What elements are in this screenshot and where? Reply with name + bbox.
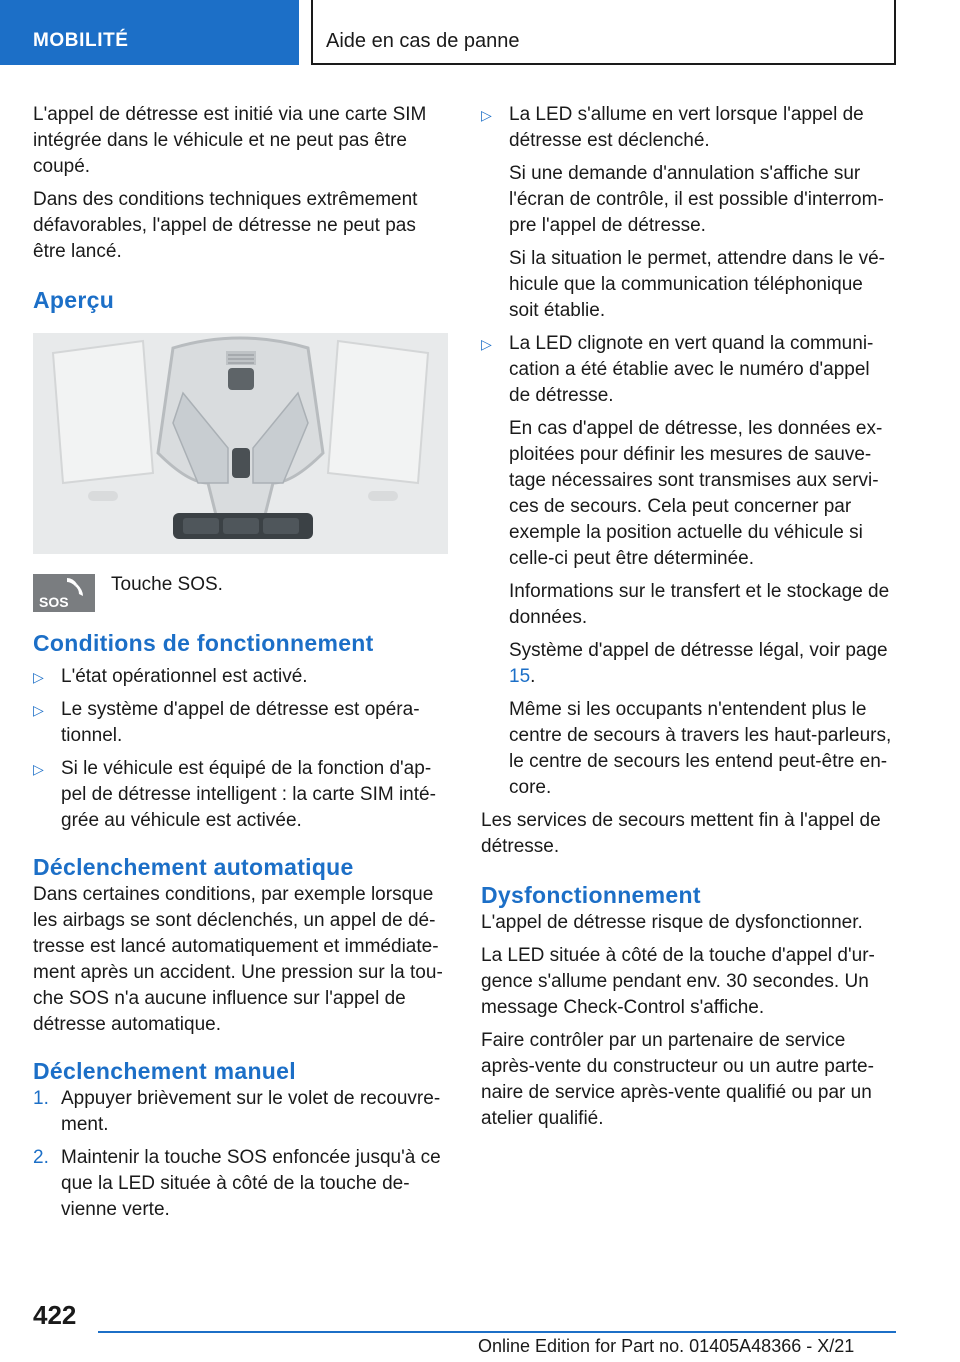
heading-dysfonctionnement: Dysfonctionnement xyxy=(481,882,701,908)
heading-conditions: Conditions de fonctionnement xyxy=(33,630,374,656)
section-label: MOBILITÉ xyxy=(33,30,129,51)
heading-auto: Déclenchement automatique xyxy=(33,854,354,880)
bullet-triangle-icon: ▷ xyxy=(33,669,44,685)
sub-paragraph: Même si les occupants n'entendent plus le centre de secours à travers les haut-parleurs, le centre de secours les entend peut-être encore. xyxy=(509,699,892,798)
chapter-title-box xyxy=(311,0,896,65)
dysf-paragraph: Faire contrôler par un partenaire de service après-vente du constructeur ou un autre partenaire de service après-vente qualifié ou par un atelier qualifié. xyxy=(481,1030,874,1129)
list-item: ▷ Le système d'appel de détresse est opérationnel. xyxy=(33,699,420,746)
list-item: ▷ La LED s'allume en vert lorsque l'appel de détresse est déclenché. xyxy=(481,104,864,151)
figure-caption: Touche SOS. xyxy=(111,574,223,595)
sos-caption-row xyxy=(33,572,448,628)
list-item: ▷ L'état opérationnel est activé. xyxy=(33,664,448,690)
page-link[interactable]: 15 xyxy=(509,666,531,687)
dysf-paragraph: La LED située à côté de la touche d'appel d'urgence s'allume pendant env. 30 secondes. Un message Check-Control s'affiche. xyxy=(481,945,875,1018)
right-column xyxy=(481,102,896,1139)
intro-paragraph: Dans des conditions techniques extrêmement défavorables, l'appel de détresse ne peut pas être lancé. xyxy=(33,189,418,262)
sos-button-icon xyxy=(33,574,95,612)
sub-paragraph: Si une demande d'annulation s'affiche sur l'écran de contrôle, il est possible d'interrompre l'appel de détresse. xyxy=(509,163,884,236)
heading-apercu: Aperçu xyxy=(33,287,115,313)
auto-paragraph: Dans certaines conditions, par exemple lorsque les airbags se sont déclenchés, un appel de détresse est lancé automatiquement et immédiatement après un accident. Une pression sur la touche SOS n'a aucune influence sur l'appel de détresse automatique. xyxy=(33,884,443,1035)
left-column xyxy=(33,102,448,1230)
edition-text: Online Edition for Part no. 01405A48366 - X/21 xyxy=(478,1336,855,1356)
chapter-title: Aide en cas de panne xyxy=(326,30,520,52)
closing-paragraph: Les services de secours mettent fin à l'appel de détresse. xyxy=(481,810,881,857)
svg-text:SOS: SOS xyxy=(39,594,69,610)
sub-paragraph: Si la situation le permet, attendre dans le véhicule que la communication téléphonique soit établie. xyxy=(509,248,885,321)
intro-paragraph: L'appel de détresse est initié via une carte SIM intégrée dans le véhicule et ne peut pas être coupé. xyxy=(33,104,427,177)
sub-paragraph: Informations sur le transfert et le stockage de données. xyxy=(509,581,890,628)
cross-reference: Système d'appel de détresse légal, voir page 15. xyxy=(509,640,888,687)
step-item: 1. Appuyer brièvement sur le volet de recouvrement. xyxy=(33,1088,441,1135)
overhead-console-illustration xyxy=(33,333,448,554)
page-number: 422 xyxy=(33,1300,77,1330)
bullet-triangle-icon: ▷ xyxy=(481,107,492,123)
footer-divider xyxy=(98,1331,896,1333)
sub-paragraph: En cas d'appel de détresse, les données exploitées pour définir les mesures de sauvetage nécessaires sont transmises aux services de secours. Cela peut concerner par exemple la position actuelle du véhicule si celle-ci peut être déterminée. xyxy=(509,418,883,569)
section-tab xyxy=(0,0,299,65)
overhead-console-photo xyxy=(33,333,448,554)
bullet-triangle-icon: ▷ xyxy=(33,702,44,718)
bullet-triangle-icon: ▷ xyxy=(33,761,44,777)
heading-manual: Déclenchement manuel xyxy=(33,1058,296,1084)
dysf-paragraph: L'appel de détresse risque de dysfonctionner. xyxy=(481,912,863,933)
step-item: 2. Maintenir la touche SOS enfoncée jusqu'à ce que la LED située à côté de la touche devienne verte. xyxy=(33,1147,441,1220)
bullet-triangle-icon: ▷ xyxy=(481,336,492,352)
list-item: ▷ Si le véhicule est équipé de la fonction d'appel de détresse intelligent : la carte SIM intégrée au véhicule est activée. xyxy=(33,758,436,831)
list-item: ▷ La LED clignote en vert quand la communication a été établie avec le numéro d'appel de détresse. xyxy=(481,333,874,406)
